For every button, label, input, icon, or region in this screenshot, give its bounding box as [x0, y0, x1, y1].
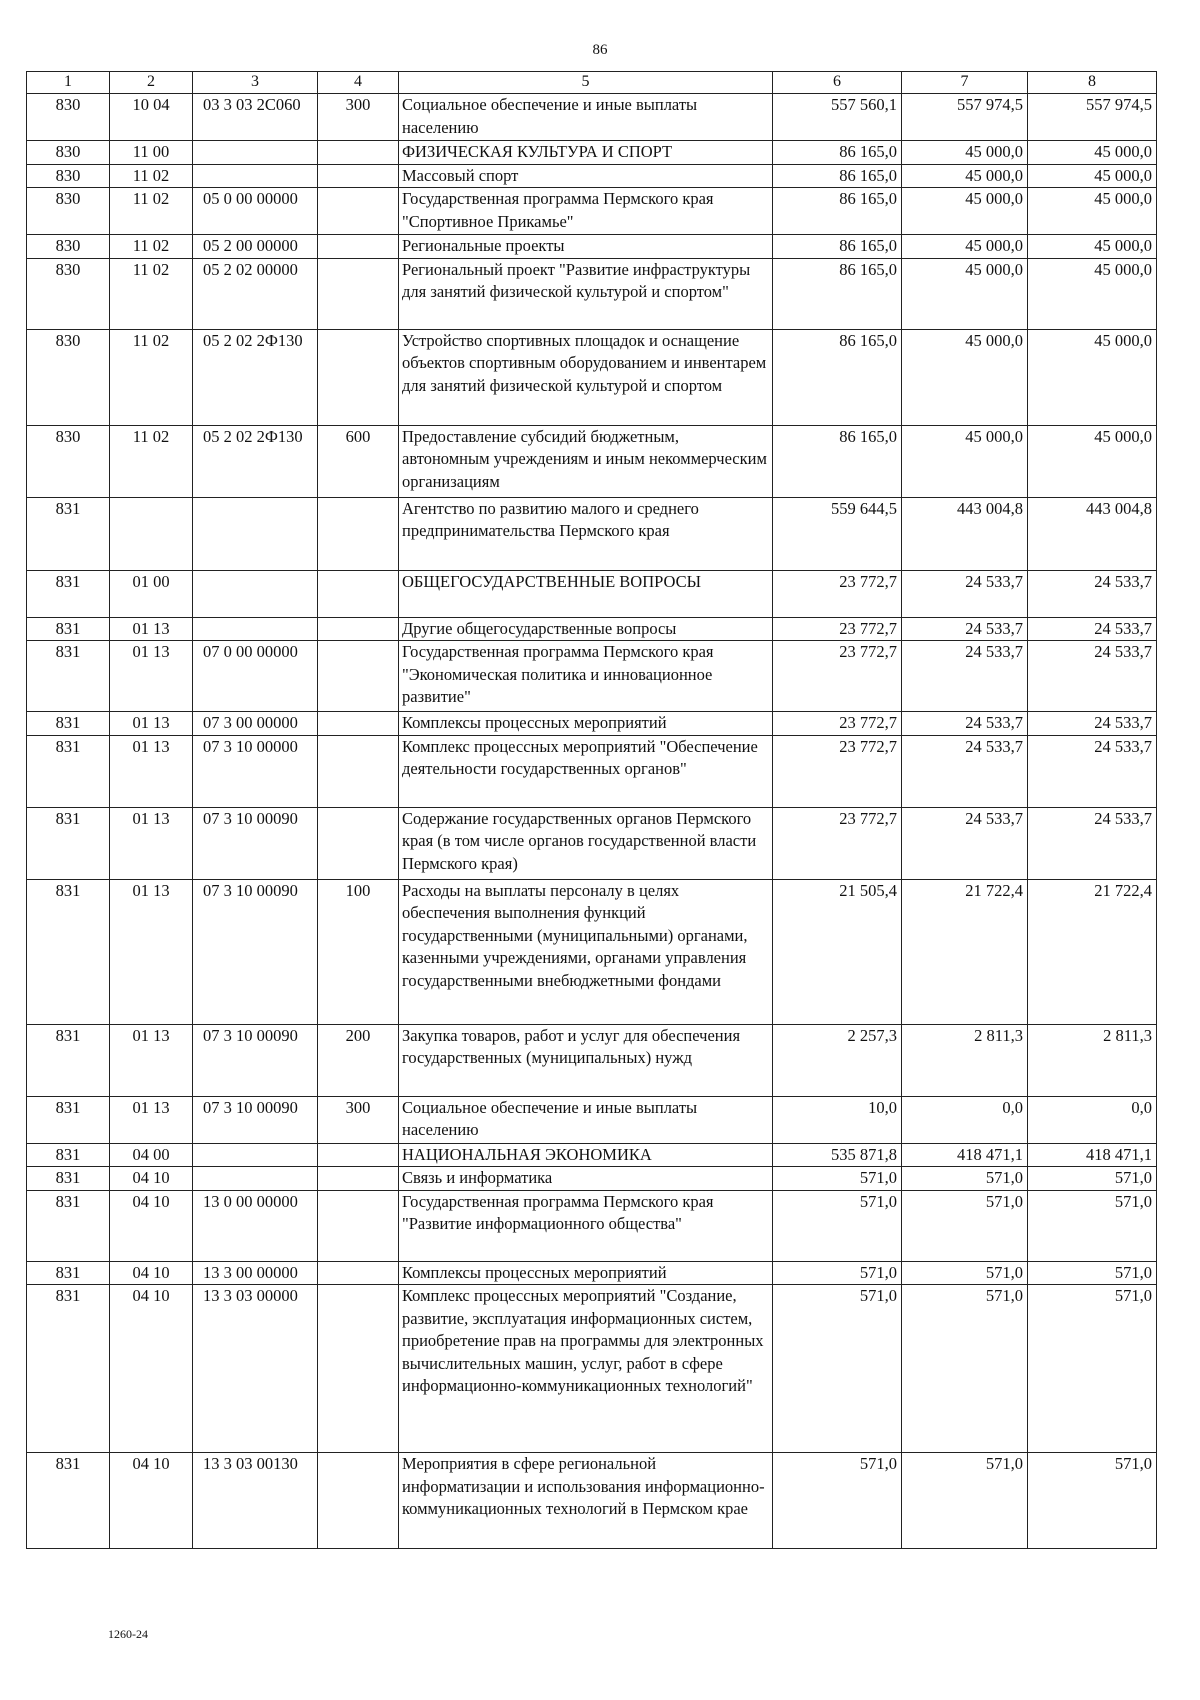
- cell-section-code: 01 13: [110, 879, 193, 1024]
- cell-description: НАЦИОНАЛЬНАЯ ЭКОНОМИКА: [399, 1143, 773, 1167]
- cell-expense-type: [318, 641, 399, 712]
- column-header: 6: [773, 72, 902, 94]
- table-body: [27, 94, 1157, 1549]
- table-row: [27, 879, 1157, 1024]
- cell-amount-col8: 557 974,5: [1028, 94, 1157, 141]
- cell-target-article: 03 3 03 2С060: [193, 94, 318, 141]
- cell-amount-col7: 557 974,5: [902, 94, 1028, 141]
- cell-amount-col6: 571,0: [773, 1285, 902, 1453]
- cell-description: Государственная программа Пермского края "Развитие информационного общества": [399, 1190, 773, 1261]
- cell-expense-type: [318, 807, 399, 879]
- cell-description: Мероприятия в сфере региональной информатизации и использования информационно-коммуникационных технологий в Пермском крае: [399, 1453, 773, 1549]
- cell-target-article: [193, 141, 318, 165]
- cell-amount-col6: 23 772,7: [773, 735, 902, 807]
- cell-description: Региональный проект "Развитие инфраструктуры для занятий физической культурой и спортом": [399, 258, 773, 329]
- cell-amount-col8: 45 000,0: [1028, 188, 1157, 235]
- cell-amount-col7: 24 533,7: [902, 712, 1028, 736]
- cell-amount-col7: 24 533,7: [902, 735, 1028, 807]
- cell-description: ФИЗИЧЕСКАЯ КУЛЬТУРА И СПОРТ: [399, 141, 773, 165]
- cell-amount-col6: 571,0: [773, 1261, 902, 1285]
- cell-target-article: [193, 164, 318, 188]
- cell-target-article: 07 3 00 00000: [193, 712, 318, 736]
- column-header: 1: [27, 72, 110, 94]
- cell-ministry-code: 830: [27, 188, 110, 235]
- cell-amount-col7: 571,0: [902, 1167, 1028, 1191]
- cell-ministry-code: 831: [27, 1285, 110, 1453]
- cell-section-code: 10 04: [110, 94, 193, 141]
- table-row: [27, 570, 1157, 617]
- cell-amount-col8: 24 533,7: [1028, 807, 1157, 879]
- cell-amount-col6: 86 165,0: [773, 329, 902, 425]
- cell-section-code: 11 00: [110, 141, 193, 165]
- cell-amount-col8: 443 004,8: [1028, 497, 1157, 570]
- table-row: [27, 641, 1157, 712]
- cell-amount-col6: 557 560,1: [773, 94, 902, 141]
- cell-description: Комплекс процессных мероприятий "Обеспечение деятельности государственных органов": [399, 735, 773, 807]
- cell-expense-type: [318, 164, 399, 188]
- cell-ministry-code: 830: [27, 141, 110, 165]
- cell-ministry-code: 831: [27, 617, 110, 641]
- cell-section-code: 01 13: [110, 1024, 193, 1096]
- cell-target-article: 05 2 02 00000: [193, 258, 318, 329]
- cell-section-code: 01 13: [110, 735, 193, 807]
- cell-amount-col7: 24 533,7: [902, 807, 1028, 879]
- cell-section-code: 04 10: [110, 1190, 193, 1261]
- cell-expense-type: [318, 1285, 399, 1453]
- cell-amount-col6: 23 772,7: [773, 712, 902, 736]
- cell-ministry-code: 831: [27, 1096, 110, 1143]
- cell-ministry-code: 831: [27, 1167, 110, 1191]
- cell-amount-col6: 86 165,0: [773, 235, 902, 259]
- column-header: 2: [110, 72, 193, 94]
- cell-expense-type: [318, 258, 399, 329]
- cell-amount-col8: 571,0: [1028, 1167, 1157, 1191]
- table-row: [27, 141, 1157, 165]
- cell-ministry-code: 831: [27, 735, 110, 807]
- cell-target-article: [193, 570, 318, 617]
- cell-ministry-code: 830: [27, 94, 110, 141]
- budget-table: [26, 71, 1157, 1549]
- cell-amount-col7: 45 000,0: [902, 188, 1028, 235]
- table-row: [27, 1453, 1157, 1549]
- cell-section-code: 11 02: [110, 329, 193, 425]
- cell-expense-type: [318, 1167, 399, 1191]
- cell-amount-col6: 21 505,4: [773, 879, 902, 1024]
- cell-ministry-code: 831: [27, 1453, 110, 1549]
- cell-target-article: 13 3 03 00000: [193, 1285, 318, 1453]
- cell-amount-col6: 23 772,7: [773, 570, 902, 617]
- cell-target-article: [193, 497, 318, 570]
- cell-section-code: 11 02: [110, 425, 193, 497]
- cell-target-article: 07 3 10 00090: [193, 1024, 318, 1096]
- cell-amount-col7: 2 811,3: [902, 1024, 1028, 1096]
- cell-expense-type: [318, 570, 399, 617]
- cell-amount-col7: 571,0: [902, 1453, 1028, 1549]
- cell-expense-type: 100: [318, 879, 399, 1024]
- cell-amount-col7: 571,0: [902, 1285, 1028, 1453]
- cell-target-article: [193, 1143, 318, 1167]
- cell-section-code: 01 13: [110, 712, 193, 736]
- cell-expense-type: [318, 1143, 399, 1167]
- table-row: [27, 1167, 1157, 1191]
- cell-expense-type: [318, 617, 399, 641]
- cell-target-article: 07 0 00 00000: [193, 641, 318, 712]
- table-row: [27, 1190, 1157, 1261]
- cell-description: Закупка товаров, работ и услуг для обеспечения государственных (муниципальных) нужд: [399, 1024, 773, 1096]
- cell-amount-col6: 23 772,7: [773, 617, 902, 641]
- page-number: 86: [592, 42, 608, 58]
- cell-section-code: 11 02: [110, 258, 193, 329]
- cell-amount-col8: 24 533,7: [1028, 735, 1157, 807]
- cell-amount-col8: 45 000,0: [1028, 164, 1157, 188]
- table-row: [27, 735, 1157, 807]
- cell-expense-type: 600: [318, 425, 399, 497]
- cell-amount-col6: 571,0: [773, 1190, 902, 1261]
- cell-amount-col7: 24 533,7: [902, 641, 1028, 712]
- cell-amount-col8: 45 000,0: [1028, 141, 1157, 165]
- cell-amount-col7: 571,0: [902, 1190, 1028, 1261]
- table-row: [27, 807, 1157, 879]
- cell-ministry-code: 831: [27, 1190, 110, 1261]
- cell-amount-col7: 443 004,8: [902, 497, 1028, 570]
- cell-expense-type: [318, 1453, 399, 1549]
- cell-section-code: 01 13: [110, 1096, 193, 1143]
- cell-ministry-code: 831: [27, 570, 110, 617]
- table-row: [27, 1024, 1157, 1096]
- cell-ministry-code: 831: [27, 497, 110, 570]
- cell-amount-col7: 45 000,0: [902, 235, 1028, 259]
- cell-expense-type: [318, 497, 399, 570]
- cell-description: Комплексы процессных мероприятий: [399, 712, 773, 736]
- cell-section-code: 01 13: [110, 617, 193, 641]
- cell-amount-col8: 571,0: [1028, 1261, 1157, 1285]
- cell-description: Массовый спорт: [399, 164, 773, 188]
- cell-description: Социальное обеспечение и иные выплаты населению: [399, 94, 773, 141]
- table-row: [27, 617, 1157, 641]
- cell-ministry-code: 831: [27, 1024, 110, 1096]
- cell-amount-col8: 24 533,7: [1028, 712, 1157, 736]
- table-row: [27, 497, 1157, 570]
- cell-section-code: 11 02: [110, 235, 193, 259]
- cell-expense-type: 300: [318, 94, 399, 141]
- table-row: [27, 258, 1157, 329]
- column-header: 4: [318, 72, 399, 94]
- table-row: [27, 188, 1157, 235]
- column-header: 5: [399, 72, 773, 94]
- cell-amount-col7: 571,0: [902, 1261, 1028, 1285]
- cell-target-article: 05 0 00 00000: [193, 188, 318, 235]
- cell-expense-type: [318, 1190, 399, 1261]
- cell-expense-type: [318, 141, 399, 165]
- cell-amount-col6: 86 165,0: [773, 425, 902, 497]
- cell-target-article: 13 3 03 00130: [193, 1453, 318, 1549]
- cell-ministry-code: 830: [27, 329, 110, 425]
- cell-amount-col8: 571,0: [1028, 1190, 1157, 1261]
- cell-amount-col6: 23 772,7: [773, 807, 902, 879]
- cell-target-article: 05 2 02 2Ф130: [193, 425, 318, 497]
- cell-target-article: 07 3 10 00090: [193, 807, 318, 879]
- cell-ministry-code: 831: [27, 879, 110, 1024]
- cell-ministry-code: 831: [27, 641, 110, 712]
- table-row: [27, 235, 1157, 259]
- cell-amount-col6: 86 165,0: [773, 188, 902, 235]
- cell-amount-col6: 10,0: [773, 1096, 902, 1143]
- cell-section-code: 01 13: [110, 641, 193, 712]
- table-row: [27, 1096, 1157, 1143]
- table-row: [27, 164, 1157, 188]
- table-row: [27, 1261, 1157, 1285]
- cell-section-code: 11 02: [110, 164, 193, 188]
- cell-amount-col8: 0,0: [1028, 1096, 1157, 1143]
- cell-amount-col8: 45 000,0: [1028, 425, 1157, 497]
- cell-amount-col8: 24 533,7: [1028, 617, 1157, 641]
- cell-description: Другие общегосударственные вопросы: [399, 617, 773, 641]
- cell-amount-col6: 571,0: [773, 1167, 902, 1191]
- cell-description: Государственная программа Пермского края "Экономическая политика и инновационное развитие": [399, 641, 773, 712]
- cell-section-code: 01 13: [110, 807, 193, 879]
- column-header: 7: [902, 72, 1028, 94]
- cell-section-code: 04 10: [110, 1453, 193, 1549]
- cell-expense-type: 200: [318, 1024, 399, 1096]
- cell-section-code: 04 10: [110, 1167, 193, 1191]
- cell-description: Региональные проекты: [399, 235, 773, 259]
- cell-amount-col7: 45 000,0: [902, 329, 1028, 425]
- cell-target-article: [193, 617, 318, 641]
- cell-section-code: 04 10: [110, 1261, 193, 1285]
- cell-description: Предоставление субсидий бюджетным, автономным учреждениям и иным некоммерческим организациям: [399, 425, 773, 497]
- cell-amount-col7: 418 471,1: [902, 1143, 1028, 1167]
- cell-description: Агентство по развитию малого и среднего предпринимательства Пермского края: [399, 497, 773, 570]
- cell-description: Государственная программа Пермского края "Спортивное Прикамье": [399, 188, 773, 235]
- cell-section-code: 01 00: [110, 570, 193, 617]
- cell-target-article: 07 3 10 00090: [193, 879, 318, 1024]
- cell-amount-col6: 23 772,7: [773, 641, 902, 712]
- cell-amount-col6: 86 165,0: [773, 164, 902, 188]
- table-row: [27, 94, 1157, 141]
- cell-expense-type: [318, 188, 399, 235]
- cell-amount-col7: 0,0: [902, 1096, 1028, 1143]
- cell-target-article: 07 3 10 00090: [193, 1096, 318, 1143]
- cell-description: Социальное обеспечение и иные выплаты населению: [399, 1096, 773, 1143]
- cell-amount-col7: 21 722,4: [902, 879, 1028, 1024]
- cell-description: Устройство спортивных площадок и оснащение объектов спортивным оборудованием и инвентарем для занятий физической культурой и спортом: [399, 329, 773, 425]
- cell-amount-col7: 24 533,7: [902, 617, 1028, 641]
- cell-ministry-code: 831: [27, 1143, 110, 1167]
- cell-section-code: 04 10: [110, 1285, 193, 1453]
- cell-amount-col6: 535 871,8: [773, 1143, 902, 1167]
- cell-ministry-code: 831: [27, 1261, 110, 1285]
- table-row: [27, 712, 1157, 736]
- column-header: 3: [193, 72, 318, 94]
- cell-amount-col6: 571,0: [773, 1453, 902, 1549]
- cell-ministry-code: 830: [27, 164, 110, 188]
- cell-amount-col8: 571,0: [1028, 1285, 1157, 1453]
- cell-description: Содержание государственных органов Пермского края (в том числе органов государственной власти Пермского края): [399, 807, 773, 879]
- cell-expense-type: [318, 1261, 399, 1285]
- cell-ministry-code: 831: [27, 712, 110, 736]
- cell-amount-col6: 86 165,0: [773, 258, 902, 329]
- cell-section-code: 04 00: [110, 1143, 193, 1167]
- table-header-row: [27, 72, 1157, 94]
- cell-amount-col8: 45 000,0: [1028, 329, 1157, 425]
- column-header: 8: [1028, 72, 1157, 94]
- cell-target-article: 07 3 10 00000: [193, 735, 318, 807]
- cell-amount-col8: 21 722,4: [1028, 879, 1157, 1024]
- cell-amount-col6: 86 165,0: [773, 141, 902, 165]
- cell-amount-col6: 2 257,3: [773, 1024, 902, 1096]
- cell-amount-col7: 24 533,7: [902, 570, 1028, 617]
- cell-expense-type: [318, 235, 399, 259]
- cell-amount-col7: 45 000,0: [902, 141, 1028, 165]
- cell-amount-col8: 24 533,7: [1028, 641, 1157, 712]
- cell-amount-col8: 45 000,0: [1028, 258, 1157, 329]
- cell-target-article: [193, 1167, 318, 1191]
- table-row: [27, 329, 1157, 425]
- cell-amount-col7: 45 000,0: [902, 258, 1028, 329]
- cell-target-article: 13 3 00 00000: [193, 1261, 318, 1285]
- cell-ministry-code: 830: [27, 425, 110, 497]
- cell-description: Связь и информатика: [399, 1167, 773, 1191]
- cell-description: ОБЩЕГОСУДАРСТВЕННЫЕ ВОПРОСЫ: [399, 570, 773, 617]
- cell-section-code: [110, 497, 193, 570]
- cell-ministry-code: 831: [27, 807, 110, 879]
- cell-description: Комплексы процессных мероприятий: [399, 1261, 773, 1285]
- cell-ministry-code: 830: [27, 235, 110, 259]
- footer-code: 1260-24: [108, 1627, 148, 1641]
- cell-amount-col8: 45 000,0: [1028, 235, 1157, 259]
- cell-target-article: 05 2 00 00000: [193, 235, 318, 259]
- table-row: [27, 1143, 1157, 1167]
- cell-amount-col8: 418 471,1: [1028, 1143, 1157, 1167]
- cell-description: Комплекс процессных мероприятий "Создание, развитие, эксплуатация информационных систем, приобретение прав на программы для электронных вычислительных машин, услуг, работ в сфере информационно-коммуникационных технологий": [399, 1285, 773, 1453]
- cell-amount-col8: 571,0: [1028, 1453, 1157, 1549]
- table-row: [27, 425, 1157, 497]
- cell-description: Расходы на выплаты персоналу в целях обеспечения выполнения функций государственными (муниципальными) органами, казенными учреждениями, органами управления государственными внебюджетными фондами: [399, 879, 773, 1024]
- cell-expense-type: [318, 712, 399, 736]
- budget-table-container: [26, 71, 1157, 1549]
- cell-amount-col8: 24 533,7: [1028, 570, 1157, 617]
- cell-section-code: 11 02: [110, 188, 193, 235]
- cell-target-article: 13 0 00 00000: [193, 1190, 318, 1261]
- cell-amount-col6: 559 644,5: [773, 497, 902, 570]
- cell-amount-col7: 45 000,0: [902, 425, 1028, 497]
- cell-expense-type: [318, 329, 399, 425]
- table-row: [27, 1285, 1157, 1453]
- cell-expense-type: 300: [318, 1096, 399, 1143]
- cell-target-article: 05 2 02 2Ф130: [193, 329, 318, 425]
- cell-expense-type: [318, 735, 399, 807]
- cell-ministry-code: 830: [27, 258, 110, 329]
- cell-amount-col8: 2 811,3: [1028, 1024, 1157, 1096]
- cell-amount-col7: 45 000,0: [902, 164, 1028, 188]
